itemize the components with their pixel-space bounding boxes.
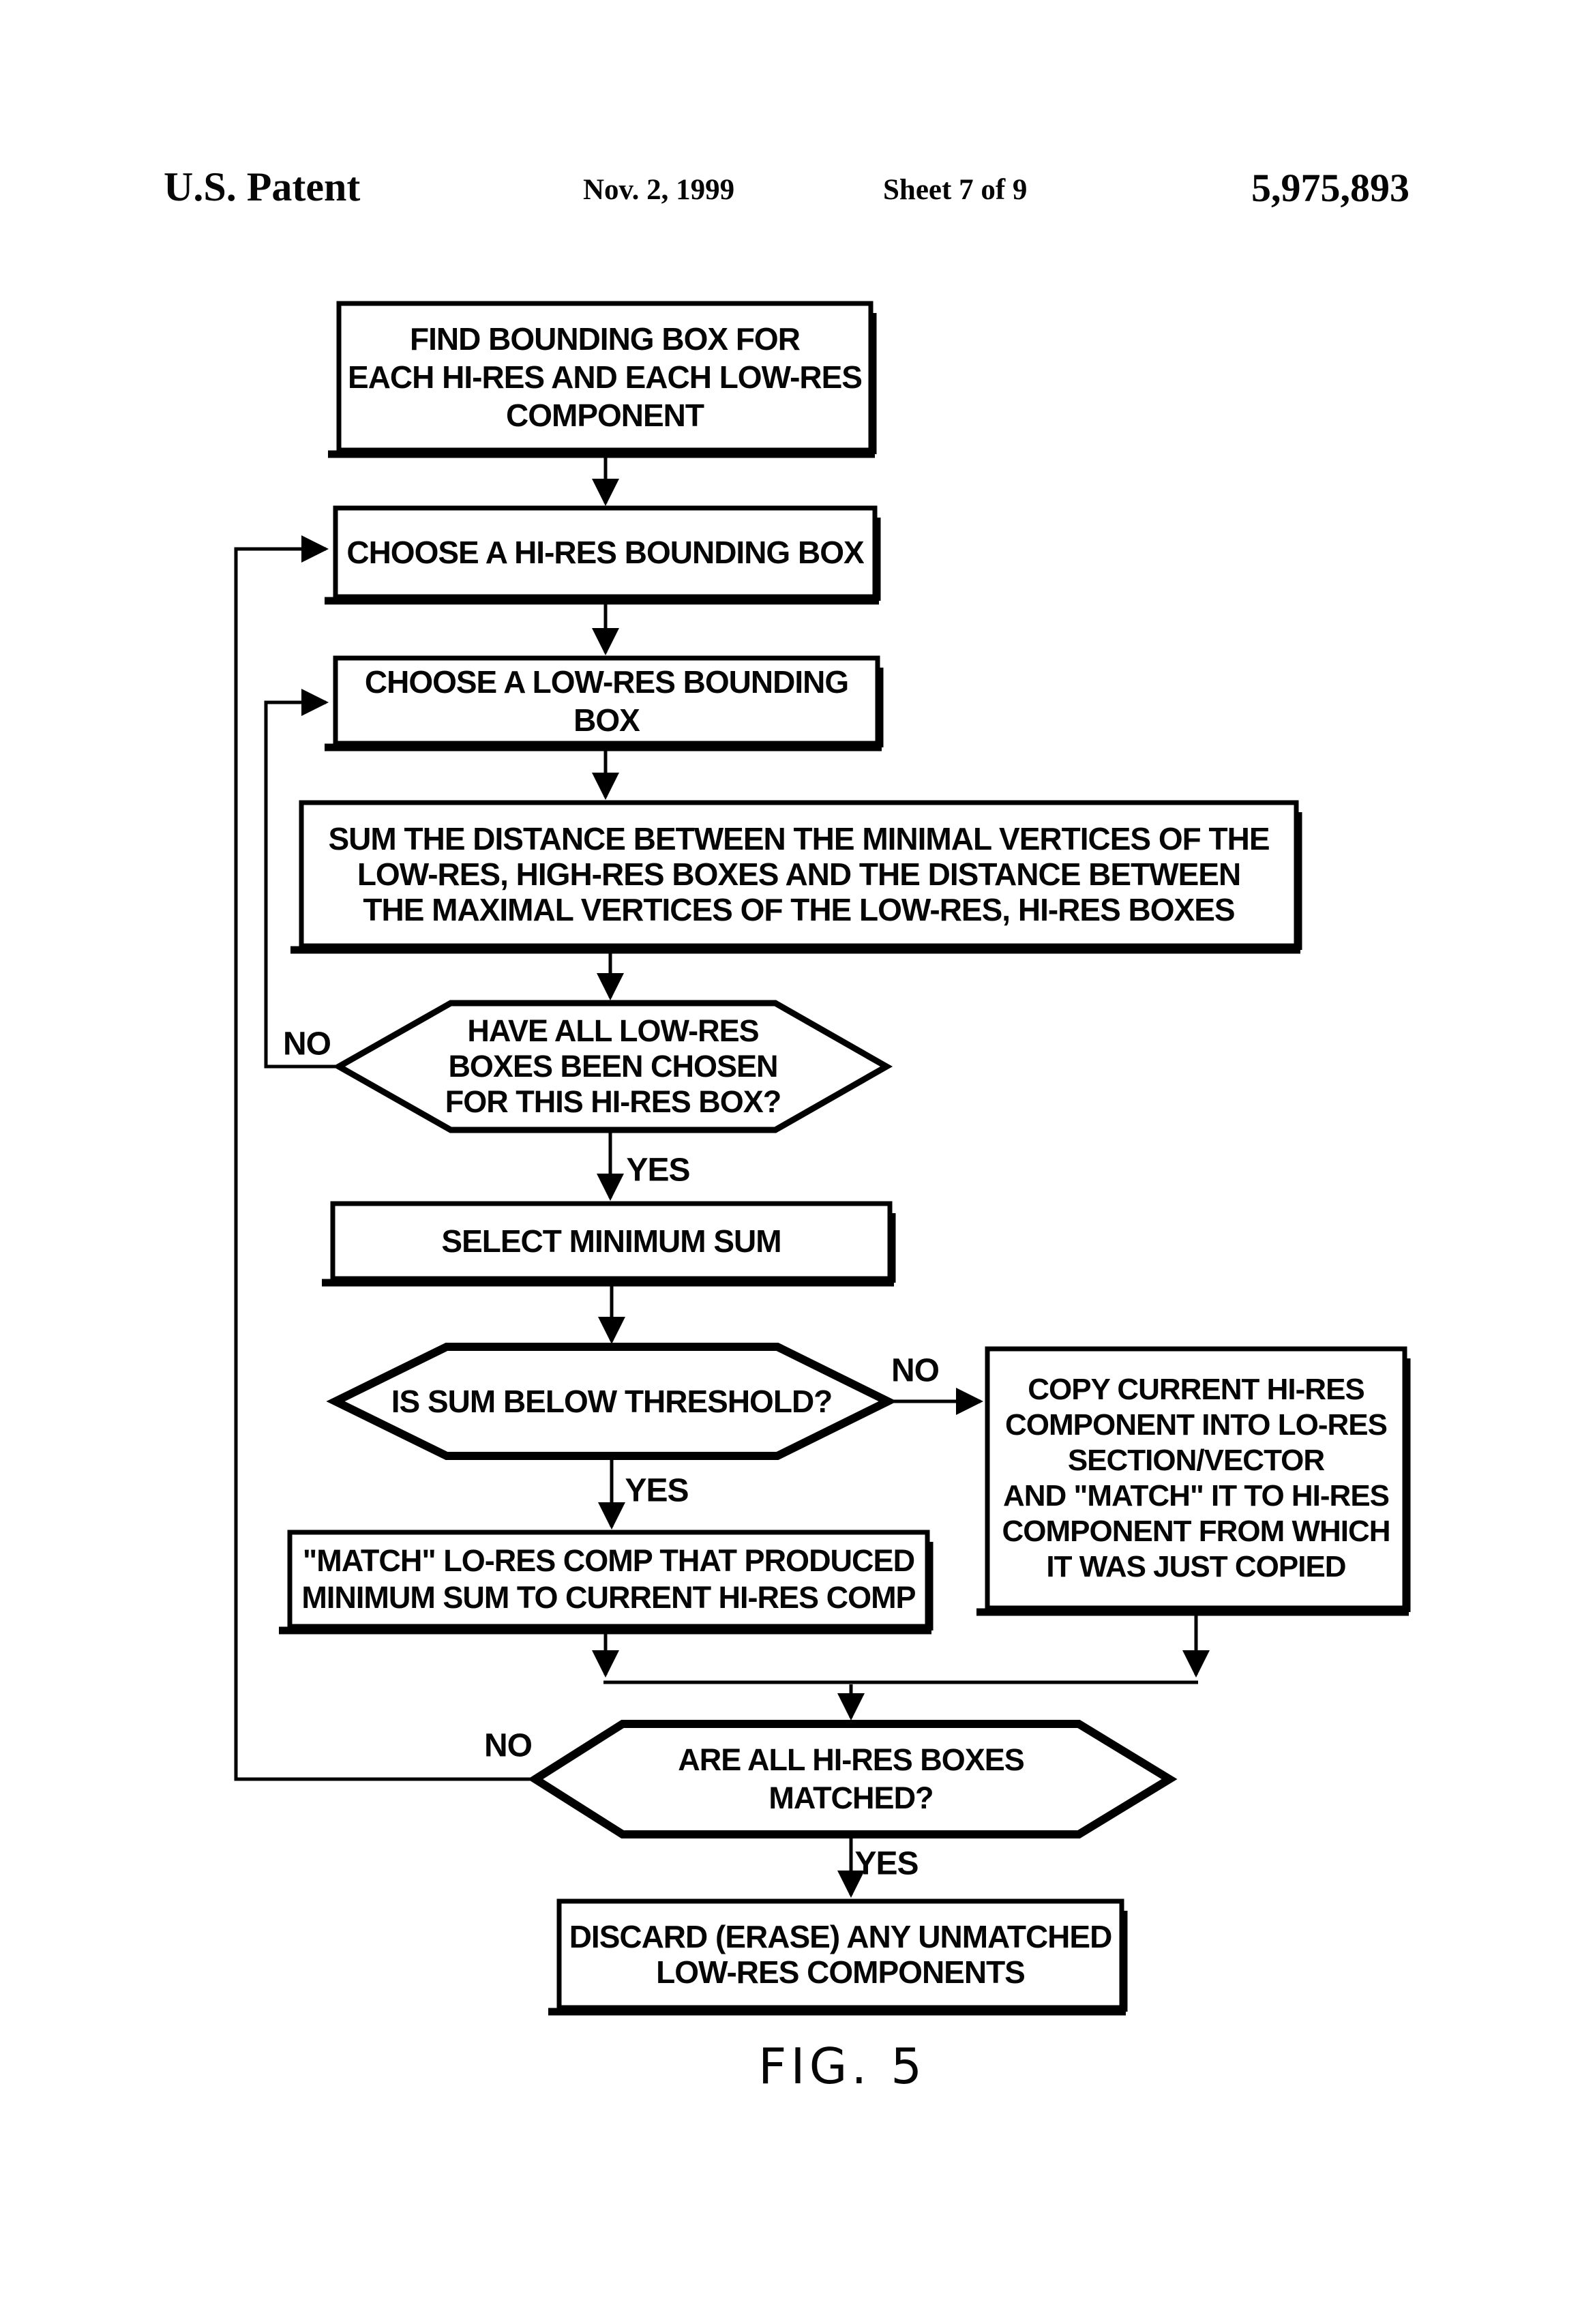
label-all-hires-matched: ARE ALL HI-RES BOXES MATCHED? xyxy=(678,1742,1024,1815)
header-sheet: Sheet 7 of 9 xyxy=(883,174,1028,206)
label-sum-distance: SUM THE DISTANCE BETWEEN THE MINIMAL VERTICES OF THE LOW-RES, HIGH-RES BOXES AND THE DISTANCE BETWEEN THE MAXIMAL VERTICES OF THE LOW-RES, HI-RES BOXES xyxy=(328,821,1270,927)
label-all-lowres-chosen: HAVE ALL LOW-RES BOXES BEEN CHOSEN FOR THIS HI-RES BOX? xyxy=(445,1013,781,1119)
branch-label-hex3-yes: YES xyxy=(854,1845,919,1882)
figure-caption: FIG. 5 xyxy=(758,2038,927,2095)
header-publication: U.S. Patent xyxy=(164,164,361,209)
branch-label-hex1-yes: YES xyxy=(626,1152,690,1189)
label-choose-lowres: CHOOSE A LOW-RES BOUNDING BOX xyxy=(364,664,849,738)
label-match-lores-comp: "MATCH" LO-RES COMP THAT PRODUCED MINIMUM SUM TO CURRENT HI-RES COMP xyxy=(301,1543,916,1615)
header-date: Nov. 2, 1999 xyxy=(583,174,735,206)
branch-label-hex1-no: NO xyxy=(283,1026,331,1062)
branch-label-hex2-yes: YES xyxy=(625,1472,689,1509)
label-select-minimum-sum: SELECT MINIMUM SUM xyxy=(441,1223,781,1259)
branch-label-hex3-no: NO xyxy=(484,1727,532,1764)
header-patent-number: 5,975,893 xyxy=(1251,166,1409,210)
label-copy-current-hires: COPY CURRENT HI-RES COMPONENT INTO LO-RES SECTION/VECTOR AND "MATCH" IT TO HI-RES COMPONENT FROM WHICH IT WAS JUST COPIED xyxy=(1002,1373,1390,1583)
label-discard-unmatched: DISCARD (ERASE) ANY UNMATCHED LOW-RES COMPONENTS xyxy=(569,1919,1112,1990)
label-find-bounding-box: FIND BOUNDING BOX FOR EACH HI-RES AND EACH LOW-RES COMPONENT xyxy=(348,321,862,433)
branch-label-hex2-no: NO xyxy=(891,1352,939,1389)
label-choose-hires: CHOOSE A HI-RES BOUNDING BOX xyxy=(346,535,864,570)
label-sum-below-threshold: IS SUM BELOW THRESHOLD? xyxy=(391,1384,833,1419)
